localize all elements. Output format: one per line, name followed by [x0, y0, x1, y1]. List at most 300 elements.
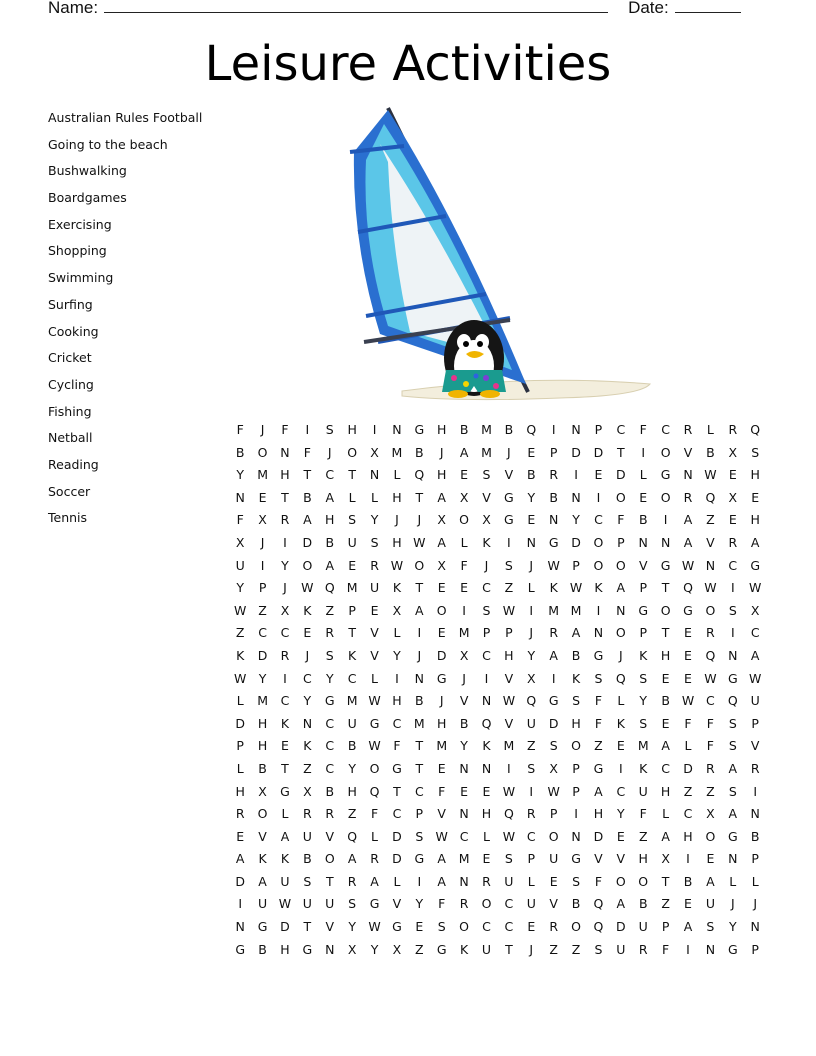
- grid-letter: G: [660, 467, 671, 483]
- grid-letter: S: [348, 896, 357, 912]
- grid-letter: P: [639, 625, 647, 641]
- grid-letter: P: [572, 760, 580, 776]
- grid-letter: J: [507, 444, 511, 460]
- grid-letter: S: [482, 602, 491, 618]
- grid-letter: X: [459, 489, 469, 505]
- word-list-item: Netball: [48, 430, 93, 446]
- grid-letter: T: [415, 580, 424, 596]
- grid-letter: N: [593, 625, 604, 641]
- date-field[interactable]: [675, 0, 741, 13]
- grid-letter: Y: [370, 512, 379, 528]
- grid-letter: O: [459, 919, 470, 935]
- grid-letter: V: [370, 625, 379, 641]
- grid-letter: S: [728, 602, 737, 618]
- grid-letter: C: [683, 806, 693, 822]
- grid-letter: R: [549, 625, 558, 641]
- grid-letter: U: [750, 693, 760, 709]
- grid-letter: P: [527, 851, 536, 867]
- grid-letter: W: [681, 557, 695, 573]
- grid-letter: N: [414, 670, 424, 686]
- grid-letter: H: [437, 467, 447, 483]
- name-field[interactable]: [104, 0, 608, 13]
- grid-letter: L: [527, 873, 535, 889]
- grid-letter: E: [661, 670, 670, 686]
- grid-letter: I: [305, 422, 310, 437]
- grid-letter: W: [748, 670, 762, 686]
- grid-letter: Y: [348, 919, 356, 935]
- grid-letter: M: [436, 738, 448, 754]
- word-list-item: Shopping: [48, 243, 107, 259]
- grid-letter: E: [236, 828, 245, 844]
- grid-letter: F: [393, 738, 401, 754]
- grid-letter: K: [236, 647, 245, 663]
- grid-letter: R: [638, 941, 648, 957]
- grid-letter: P: [415, 806, 424, 822]
- grid-letter: W: [301, 580, 314, 596]
- grid-letter: H: [392, 534, 402, 550]
- word-list-item: Going to the beach: [48, 136, 168, 152]
- grid-letter: Z: [661, 896, 670, 912]
- grid-letter: C: [280, 693, 290, 709]
- word-list-item: Australian Rules Football: [48, 110, 203, 125]
- grid-letter: E: [370, 602, 379, 618]
- grid-letter: I: [730, 625, 735, 641]
- grid-letter: T: [617, 444, 625, 460]
- grid-letter: U: [258, 896, 268, 912]
- grid-letter: O: [414, 557, 425, 573]
- grid-letter: G: [548, 534, 559, 550]
- grid-letter: M: [391, 444, 403, 460]
- grid-letter: L: [393, 625, 401, 641]
- grid-letter: E: [460, 467, 469, 483]
- grid-letter: M: [257, 467, 268, 483]
- grid-letter: X: [549, 760, 558, 776]
- grid-letter: E: [437, 625, 446, 641]
- grid-letter: T: [661, 580, 670, 596]
- grid-letter: L: [371, 828, 379, 844]
- grid-letter: A: [235, 851, 245, 867]
- grid-letter: G: [660, 557, 671, 573]
- grid-letter: R: [370, 851, 379, 867]
- grid-letter: N: [571, 828, 581, 844]
- grid-letter: K: [549, 580, 558, 596]
- grid-letter: N: [325, 941, 335, 957]
- grid-letter: P: [549, 806, 558, 822]
- grid-letter: D: [392, 828, 402, 844]
- grid-letter: P: [258, 580, 267, 596]
- grid-letter: E: [751, 489, 760, 505]
- grid-letter: K: [594, 580, 603, 596]
- grid-letter: R: [728, 534, 738, 550]
- grid-letter: Z: [549, 941, 558, 957]
- grid-letter: E: [482, 851, 491, 867]
- grid-letter: C: [728, 557, 738, 573]
- grid-letter: J: [305, 647, 310, 663]
- grid-letter: I: [551, 422, 556, 437]
- grid-letter: E: [482, 783, 491, 799]
- grid-letter: A: [258, 873, 267, 889]
- grid-letter: J: [529, 941, 534, 957]
- grid-letter: S: [639, 715, 648, 731]
- grid-letter: V: [594, 851, 603, 867]
- grid-letter: G: [683, 602, 693, 618]
- grid-letter: V: [392, 896, 402, 912]
- grid-letter: G: [727, 828, 738, 844]
- grid-letter: O: [615, 557, 626, 573]
- grid-letter: N: [392, 422, 402, 437]
- grid-letter: I: [507, 760, 511, 776]
- grid-letter: J: [395, 512, 399, 528]
- grid-letter: T: [303, 467, 312, 483]
- grid-letter: U: [302, 828, 312, 844]
- grid-letter: E: [661, 715, 670, 731]
- grid-letter: O: [459, 512, 470, 528]
- grid-letter: E: [549, 873, 558, 889]
- grid-letter: S: [728, 715, 737, 731]
- grid-letter: C: [482, 919, 491, 935]
- grid-letter: J: [462, 670, 466, 686]
- grid-letter: W: [547, 783, 560, 799]
- grid-letter: Z: [235, 625, 245, 641]
- grid-letter: I: [753, 783, 758, 799]
- grid-letter: U: [369, 580, 380, 596]
- grid-letter: X: [526, 670, 536, 686]
- grid-letter: I: [730, 580, 735, 596]
- grid-letter: I: [574, 467, 578, 483]
- grid-letter: T: [661, 625, 670, 641]
- grid-letter: Q: [593, 919, 604, 935]
- grid-letter: B: [571, 896, 581, 912]
- grid-letter: Y: [415, 896, 424, 912]
- grid-letter: B: [683, 873, 693, 889]
- grid-letter: V: [325, 828, 335, 844]
- grid-letter: G: [436, 670, 447, 686]
- grid-letter: U: [526, 715, 536, 731]
- grid-letter: I: [260, 557, 265, 573]
- grid-letter: T: [303, 919, 312, 935]
- grid-letter: Y: [370, 941, 379, 957]
- grid-letter: I: [663, 512, 668, 528]
- grid-letter: B: [661, 693, 670, 709]
- grid-letter: C: [661, 760, 670, 776]
- grid-letter: L: [393, 467, 401, 483]
- grid-letter: O: [324, 851, 335, 867]
- grid-letter: W: [413, 534, 426, 550]
- grid-letter: X: [459, 647, 469, 663]
- grid-letter: Y: [393, 647, 401, 663]
- grid-letter: J: [439, 693, 444, 709]
- grid-letter: K: [303, 738, 312, 754]
- grid-letter: Q: [705, 647, 716, 663]
- grid-letter: O: [571, 919, 581, 935]
- grid-letter: E: [527, 919, 536, 935]
- grid-letter: E: [684, 670, 692, 686]
- grid-letter: Y: [617, 806, 625, 822]
- grid-letter: U: [504, 873, 514, 889]
- grid-letter: N: [459, 873, 469, 889]
- grid-letter: M: [413, 715, 425, 731]
- grid-letter: Y: [348, 760, 356, 776]
- grid-letter: F: [639, 806, 647, 822]
- grid-letter: I: [507, 534, 511, 550]
- word-list: [48, 108, 202, 535]
- grid-letter: P: [617, 534, 625, 550]
- grid-letter: H: [280, 941, 290, 957]
- grid-letter: D: [302, 534, 313, 550]
- grid-letter: G: [727, 670, 738, 686]
- grid-letter: E: [616, 828, 625, 844]
- grid-letter: I: [462, 602, 466, 618]
- grid-letter: B: [235, 444, 245, 460]
- grid-letter: E: [728, 467, 737, 483]
- grid-letter: M: [458, 851, 470, 867]
- grid-letter: Y: [728, 919, 737, 935]
- grid-letter: S: [348, 512, 357, 528]
- grid-letter: H: [571, 715, 581, 731]
- grid-letter: L: [371, 670, 379, 686]
- word-list-item: Cricket: [48, 350, 92, 366]
- grid-letter: W: [502, 783, 516, 799]
- grid-letter: I: [574, 806, 578, 822]
- grid-letter: L: [662, 806, 670, 822]
- grid-letter: Y: [572, 512, 580, 528]
- grid-letter: H: [325, 512, 335, 528]
- grid-letter: V: [638, 557, 648, 573]
- grid-letter: F: [662, 941, 670, 957]
- grid-letter: H: [683, 828, 693, 844]
- grid-letter: R: [482, 873, 491, 889]
- grid-letter: K: [639, 647, 648, 663]
- grid-letter: F: [281, 422, 289, 437]
- grid-letter: Z: [504, 580, 514, 596]
- grid-letter: H: [392, 489, 402, 505]
- word-list-item: Cooking: [48, 323, 99, 339]
- grid-letter: N: [616, 602, 626, 618]
- grid-letter: C: [392, 806, 402, 822]
- grid-letter: X: [370, 444, 379, 460]
- grid-letter: A: [683, 919, 693, 935]
- grid-letter: N: [750, 919, 760, 935]
- grid-letter: B: [638, 896, 648, 912]
- grid-letter: Z: [415, 941, 424, 957]
- grid-letter: E: [684, 625, 692, 641]
- grid-letter: F: [438, 896, 446, 912]
- grid-letter: E: [684, 647, 692, 663]
- grid-letter: Y: [527, 647, 536, 663]
- grid-letter: R: [549, 919, 558, 935]
- grid-letter: S: [370, 534, 379, 550]
- grid-letter: Y: [303, 693, 312, 709]
- grid-letter: A: [437, 873, 446, 889]
- grid-letter: O: [638, 873, 649, 889]
- grid-letter: A: [280, 828, 290, 844]
- grid-letter: I: [238, 896, 243, 912]
- grid-letter: Z: [706, 783, 715, 799]
- grid-letter: K: [460, 941, 469, 957]
- grid-letter: R: [683, 422, 693, 437]
- grid-letter: K: [280, 715, 290, 731]
- grid-letter: V: [258, 828, 267, 844]
- grid-letter: V: [370, 647, 379, 663]
- grid-letter: E: [639, 489, 648, 505]
- grid-letter: O: [593, 534, 604, 550]
- grid-letter: B: [415, 444, 424, 460]
- grid-letter: E: [437, 760, 446, 776]
- grid-letter: G: [548, 693, 559, 709]
- grid-letter: F: [594, 873, 603, 889]
- grid-letter: O: [548, 828, 559, 844]
- grid-letter: A: [728, 806, 738, 822]
- grid-letter: Q: [727, 693, 738, 709]
- grid-letter: B: [325, 534, 335, 550]
- grid-letter: I: [618, 760, 623, 776]
- grid-letter: W: [748, 580, 762, 596]
- grid-letter: D: [616, 467, 626, 483]
- word-search-grid: [229, 419, 766, 961]
- grid-letter: W: [390, 557, 404, 573]
- grid-letter: I: [372, 422, 377, 437]
- grid-letter: Y: [236, 467, 245, 483]
- grid-letter: U: [347, 715, 357, 731]
- grid-letter: G: [302, 941, 313, 957]
- grid-letter: D: [593, 828, 604, 844]
- grid-letter: Q: [347, 828, 358, 844]
- grid-letter: A: [415, 602, 424, 618]
- grid-letter: L: [527, 580, 535, 596]
- grid-letter: I: [686, 941, 690, 957]
- grid-letter: A: [683, 512, 693, 528]
- grid-letter: L: [751, 873, 759, 889]
- grid-letter: B: [459, 715, 469, 731]
- grid-letter: C: [280, 625, 290, 641]
- grid-letter: W: [681, 693, 695, 709]
- grid-letter: W: [278, 896, 292, 912]
- grid-letter: B: [347, 738, 357, 754]
- grid-letter: L: [729, 873, 737, 889]
- word-list-item: Surfing: [48, 296, 93, 312]
- grid-letter: G: [392, 760, 402, 776]
- grid-letter: G: [504, 489, 514, 505]
- grid-letter: X: [728, 444, 738, 460]
- grid-letter: T: [393, 783, 401, 799]
- grid-letter: C: [303, 670, 312, 686]
- grid-letter: B: [549, 489, 558, 505]
- grid-letter: F: [617, 512, 625, 528]
- grid-letter: X: [258, 512, 267, 528]
- grid-letter: F: [594, 715, 603, 731]
- grid-letter: A: [706, 873, 715, 889]
- grid-letter: N: [459, 760, 469, 776]
- grid-letter: O: [369, 760, 380, 776]
- grid-letter: R: [526, 806, 536, 822]
- grid-letter: E: [594, 467, 603, 483]
- grid-letter: C: [616, 783, 626, 799]
- grid-letter: Z: [683, 783, 693, 799]
- grid-letter: V: [504, 715, 514, 731]
- grid-letter: X: [437, 512, 446, 528]
- page-title: Leisure Activities: [204, 36, 612, 92]
- grid-letter: X: [280, 602, 290, 618]
- grid-letter: M: [637, 738, 649, 754]
- grid-letter: O: [481, 896, 492, 912]
- grid-letter: C: [504, 896, 514, 912]
- grid-letter: G: [750, 557, 761, 573]
- grid-letter: J: [439, 444, 444, 460]
- grid-letter: V: [325, 919, 335, 935]
- grid-letter: Z: [638, 828, 648, 844]
- grid-letter: D: [436, 647, 447, 663]
- grid-letter: V: [504, 467, 514, 483]
- grid-letter: S: [325, 647, 334, 663]
- grid-letter: O: [660, 489, 671, 505]
- grid-letter: O: [705, 602, 716, 618]
- grid-letter: U: [549, 851, 559, 867]
- grid-letter: X: [661, 851, 670, 867]
- grid-letter: R: [325, 625, 335, 641]
- grid-letter: S: [325, 422, 334, 437]
- grid-letter: D: [257, 647, 268, 663]
- grid-letter: E: [258, 489, 267, 505]
- grid-letter: S: [504, 851, 513, 867]
- grid-letter: T: [505, 941, 513, 957]
- grid-letter: E: [616, 738, 625, 754]
- grid-letter: N: [728, 647, 738, 663]
- grid-letter: G: [593, 647, 604, 663]
- grid-letter: A: [437, 534, 446, 550]
- grid-letter: P: [594, 422, 603, 437]
- grid-letter: N: [280, 444, 290, 460]
- grid-letter: C: [482, 580, 491, 596]
- grid-letter: F: [370, 806, 379, 822]
- grid-letter: X: [482, 512, 491, 528]
- windsurfing-penguin-icon: [340, 104, 660, 404]
- grid-letter: D: [235, 715, 246, 731]
- grid-letter: N: [302, 715, 313, 731]
- grid-letter: A: [347, 851, 357, 867]
- grid-letter: E: [728, 512, 737, 528]
- grid-letter: G: [504, 512, 514, 528]
- grid-letter: S: [482, 467, 491, 483]
- grid-letter: I: [529, 602, 534, 618]
- grid-letter: O: [257, 806, 268, 822]
- grid-letter: I: [551, 670, 556, 686]
- grid-letter: F: [438, 783, 446, 799]
- grid-letter: G: [436, 941, 447, 957]
- grid-letter: S: [572, 693, 581, 709]
- grid-letter: V: [482, 489, 491, 505]
- grid-letter: N: [571, 422, 581, 437]
- grid-letter: A: [437, 489, 446, 505]
- grid-letter: R: [280, 512, 290, 528]
- grid-letter: Q: [414, 467, 425, 483]
- grid-letter: O: [571, 738, 581, 754]
- grid-letter: H: [504, 647, 514, 663]
- grid-letter: M: [346, 693, 358, 709]
- grid-letter: W: [502, 828, 516, 844]
- grid-letter: A: [616, 896, 626, 912]
- grid-letter: H: [660, 647, 671, 663]
- grid-letter: Y: [639, 693, 648, 709]
- grid-letter: U: [280, 873, 290, 889]
- date-label: Date:: [628, 0, 669, 17]
- grid-letter: F: [684, 715, 692, 731]
- grid-letter: M: [570, 602, 582, 618]
- grid-letter: C: [526, 828, 536, 844]
- grid-letter: C: [482, 647, 491, 663]
- grid-letter: S: [527, 760, 536, 776]
- grid-letter: Y: [527, 489, 536, 505]
- grid-letter: P: [661, 919, 670, 935]
